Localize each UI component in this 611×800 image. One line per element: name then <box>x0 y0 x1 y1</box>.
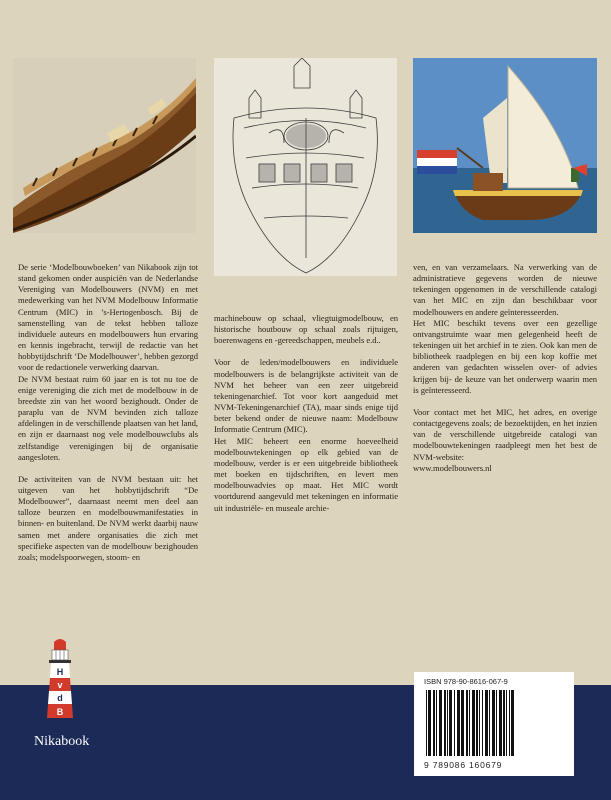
paragraph-contact: Voor contact met het MIC, het adres, en overige contactgegevens zoals; de bezoektijden, en het inzien van de verschillende uitgebreide catalogi van modelbouwtekeningen raadpleegt men het best de NVM-website: <box>413 406 597 462</box>
paragraph-drawing-archive: Voor de leden/modelbouwers en individuele modelbouwers is de belangrijkste activiteit van de NVM het beheer van een zeer uitgebreid tekeningenarchief. Tot voor kort aangeduid met NVM-Tekeningenarchief (TA), maar sinds enige tijd beter bekend onder de nieuwe naam: Modelbouw Informatie Centrum (MIC). <box>214 357 398 435</box>
isbn-label: ISBN 978-90-8616-067-9 <box>424 677 508 686</box>
publisher-name: Nikabook <box>34 734 90 749</box>
ship-model-hull-photo <box>13 58 196 233</box>
logo-letter-h: H <box>56 667 64 677</box>
paragraph-nvm-activities: De activiteiten van de NVM bestaan uit: het uitgeven van het hobbytijdschrift “De Modelbouwer”, daarnaast neemt men deel aan talloze beurzen en modelbouwmanifestaties in binnen- en buitenland. De NVM werkt daarbij nauw samen met andere organisaties die zich met specifieke aspecten van de modelbouw bezighouden zoals; modelspoorwegen, stoom- en <box>18 473 198 562</box>
paragraph-hobby-types: machinebouw op schaal, vliegtuigmodelbouw, en historische houtbouw op schaal zoals rijtuigen, boerenwagens en -gereedschappen, meubels e.d.. <box>214 313 398 346</box>
logo-letter-d: d <box>57 693 63 703</box>
paragraph-series-intro: De serie ‘Modelbouwboeken’ van Nikabook zijn tot stand gekomen onder auspiciën van de Nederlandse Vereniging van Modelbouwers (NVM) en met medewerking van het NVM Modelbouw Informatie Centrum (MIC) in ’s-Hertogenbosch. Bij de samenstelling van de tekst hebben talloze individuele auteurs en modelbouwers hun ervaring en kennis ingebracht, terwijl de redactie van het hobbytijdschrift ‘De Modelbouwer’, hebben gezorgd voor de redactionele verwerking daarvan. <box>18 262 198 373</box>
website-link[interactable]: www.modelbouwers.nl <box>413 462 492 473</box>
paragraph-collectors: ven, en van verzamelaars. Na verwerking van de administratieve gegevens worden de nieuwe tekeningen opgenomen in de verschillende catalogi van het MIC en zijn dan beschikbaar voor modelbouwers en andere geïnteresseerden. <box>413 262 597 317</box>
logo-letter-v: v <box>57 680 63 690</box>
paragraph-mic-collection: Het MIC beheert een enorme hoeveelheid modelbouwtekeningen op elk gebied van de modelbouw, verder is er een uitgebreide bibliotheek met boeken en tijdschriften, en levert men modelbouwadvies op maat. Het MIC wordt voortdurend aangevuld met tekeningen en informatie uit industriële- en museale archie- <box>214 435 398 513</box>
sailing-ship-photo <box>413 58 597 233</box>
logo-letter-b: B <box>56 707 64 717</box>
lighthouse-logo-icon <box>40 638 80 730</box>
paragraph-nvm-history: De NVM bestaat ruim 60 jaar en is tot nu toe de enige vereniging die zich met de modelbouw in de breedste zin van het woord bezighoudt. Onder de paraplu van de NVM bevinden zich talloze afdelingen in de verschillende plaatsen van het land, en zijn er daarnaast nog vele modelbouwclubs als zelfstandige verenigingen bij de organisatie aangesloten. <box>18 373 198 462</box>
ship-stern-drawing <box>214 58 397 276</box>
barcode-digits: 9 789086 160679 <box>424 760 503 770</box>
text-column-3 <box>413 262 597 474</box>
text-column-2 <box>214 313 398 514</box>
barcode-icon <box>424 690 564 758</box>
isbn-barcode-box <box>414 672 574 776</box>
paragraph-reception-room: Het MIC beschikt tevens over een gezellige ontvangstruimte waar men gelegenheid heeft de tekeningen uit het archief in te zien. Ook kan men de bibliotheek raadplegen en bij een kop koffie met anderen van gedachten wisselen over- of advies krijgen bij- de keuze van het onderwerp waarin men is geïnteresseerd. <box>413 317 597 395</box>
text-column-1 <box>18 262 198 563</box>
